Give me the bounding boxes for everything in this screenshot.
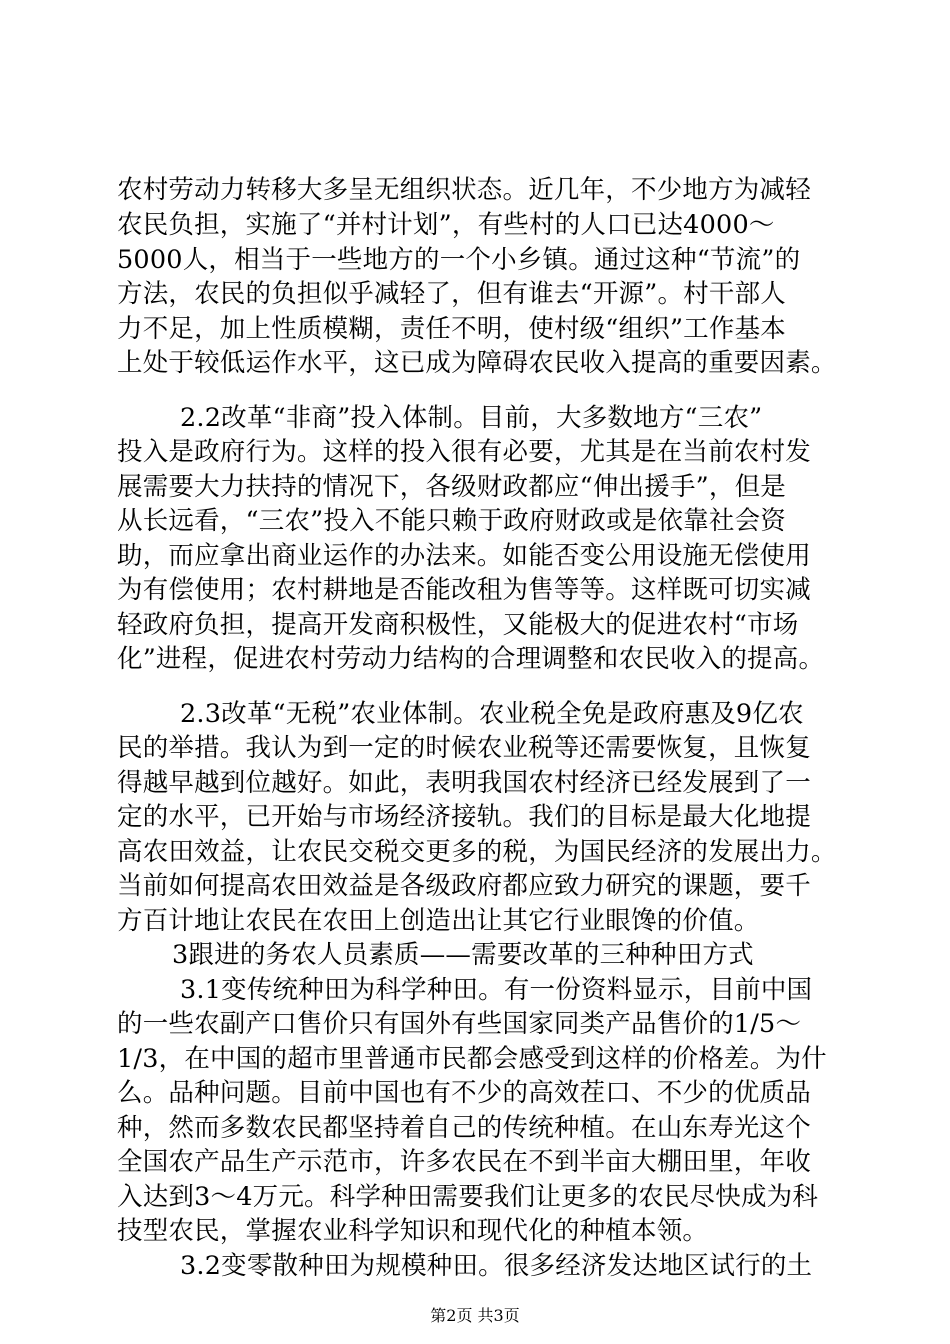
body-text-line: 种，然而多数农民都坚持着自己的传统种植。在山东寿光这个 [117,1113,811,1143]
body-text-line: 轻政府负担，提高开发商积极性，又能极大的促进农村“市场 [117,610,799,640]
body-text-line: 全国农产品生产示范市，许多农民在不到半亩大棚田里，年收 [117,1147,811,1177]
body-text-line: 化”进程，促进农村劳动力结构的合理调整和农民收入的提高。 [117,644,825,674]
section-3-1-first-line: 3.1变传统种田为科学种田。有一份资料显示，目前中国 [180,975,813,1005]
body-text-line: 助，而应拿出商业运作的办法来。如能否变公用设施无偿使用 [117,541,811,571]
section-2-2-first-line: 2.2改革“非商”投入体制。目前，大多数地方“三农” [180,403,763,433]
body-text-line: 入达到3～4万元。科学种田需要我们让更多的农民尽快成为科 [117,1182,819,1212]
section-3-heading: 3跟进的务农人员素质——需要改革的三种种田方式 [172,940,754,970]
section-2-3-first-line: 2.3改革“无税”农业体制。农业税全免是政府惠及9亿农 [180,699,804,729]
body-text-line: 的一些农副产口售价只有国外有些国家同类产品售价的1/5～ [117,1009,802,1039]
section-3-2-first-line: 3.2变零散种田为规模种田。很多经济发达地区试行的土 [180,1251,813,1281]
body-text-line: 农村劳动力转移大多呈无组织状态。近几年，不少地方为减轻 [117,175,811,205]
body-text-line: 农民负担，实施了“并村计划”，有些村的人口已达4000～ [117,210,775,240]
body-text-line: 展需要大力扶持的情况下，各级财政都应“伸出援手”，但是 [117,472,786,502]
body-text-line: 投入是政府行为。这样的投入很有必要，尤其是在当前农村发 [117,437,811,467]
body-text-line: 方百计地让农民在农田上创造出让其它行业眼馋的价值。 [117,906,760,936]
body-text-line: 方法，农民的负担似乎减轻了，但有谁去“开源”。村干部人 [117,279,786,309]
body-text-line: 定的水平，已开始与市场经济接轨。我们的目标是最大化地提 [117,802,811,832]
body-text-line: 么。品种问题。目前中国也有不少的高效茬口、不少的优质品 [117,1078,811,1108]
body-text-line: 从长远看，“三农”投入不能只赖于政府财政或是依靠社会资 [117,506,786,536]
body-text-line: 上处于较低运作水平，这已成为障碍农民收入提高的重要因素。 [117,348,837,378]
body-text-line: 民的举措。我认为到一定的时候农业税等还需要恢复，且恢复 [117,733,811,763]
body-text-line: 为有偿使用；农村耕地是否能改租为售等等。这样既可切实减 [117,575,811,605]
body-text-line: 力不足，加上性质模糊，责任不明，使村级“组织”工作基本 [117,314,786,344]
body-text-line: 技型农民，掌握农业科学知识和现代化的种植本领。 [117,1216,709,1246]
body-text-line: 1/3，在中国的超市里普通市民都会感受到这样的价格差。为什 [117,1044,827,1074]
page-footer: 第2页 共3页 [430,1306,520,1325]
body-text-line: 当前如何提高农田效益是各级政府都应致力研究的课题，要千 [117,871,811,901]
body-text-line: 5000人，相当于一些地方的一个小乡镇。通过这种“节流”的 [117,245,801,275]
body-text-line: 得越早越到位越好。如此，表明我国农村经济已经发展到了一 [117,768,811,798]
body-text-line: 高农田效益，让农民交税交更多的税，为国民经济的发展出力。 [117,837,837,867]
